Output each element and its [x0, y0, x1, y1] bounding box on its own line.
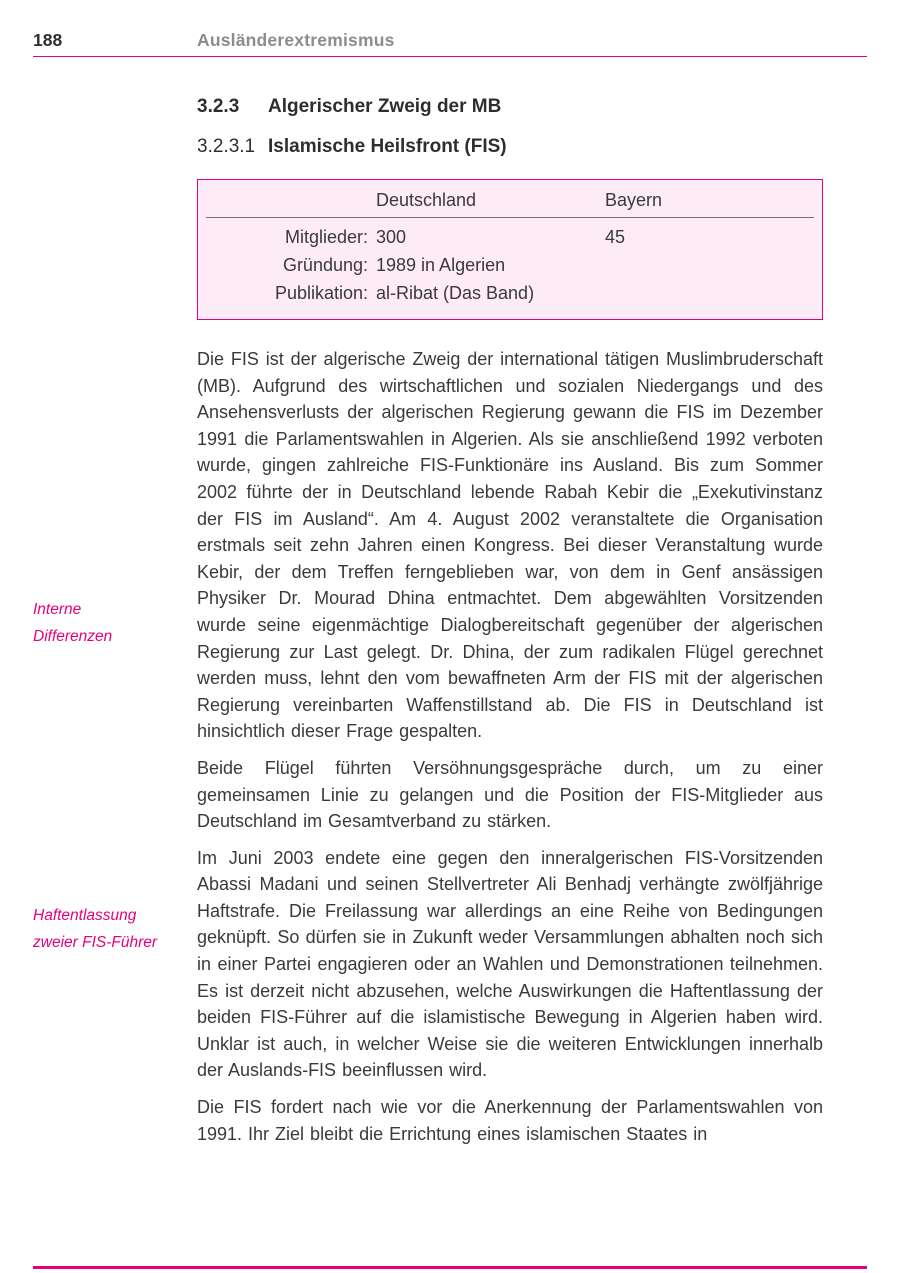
fact-box-row-mitglieder	[206, 218, 814, 252]
content-column	[197, 96, 823, 1157]
paragraph-3: Im Juni 2003 endete eine gegen den inneralgerischen FIS-Vorsitzenden Abassi Madani und seinen Stellvertreter Ali Benhadj verhängte zwölfjährige Haftstrafe. Die Freilassung war allerdings an eine Reihe von Bedingungen geknüpft. So dürfen sie in Zukunft weder Versammlungen abhalten noch sich in einer Partei engagieren oder an Wahlen und Demonstrationen teilnehmen. Es ist derzeit nicht abzusehen, welche Auswirkungen die Haftentlassung der beiden FIS-Führer auf die islamistische Bewegung in Algerien haben wird. Unklar ist auch, in welcher Weise sie die weiteren Entwicklungen innerhalb der Auslands-FIS beeinflussen wird.	[197, 847, 823, 1081]
fact-box	[197, 179, 823, 320]
row-value-deutschland: al-Ribat (Das Band)	[376, 283, 535, 303]
row-value-bayern	[605, 279, 814, 307]
running-header: Ausländerextremismus	[197, 30, 395, 50]
section-number: 3.2.3	[197, 96, 240, 117]
margin-note-line: zweier FIS-Führer	[33, 933, 158, 951]
margin-note-interne-differenzen	[33, 597, 193, 650]
margin-note-line: Haftentlassung	[33, 907, 137, 924]
subsection-heading	[197, 136, 823, 158]
section-title: Algerischer Zweig der MB	[268, 96, 502, 117]
row-value-deutschland: 300	[376, 227, 407, 247]
paragraph-2: Beide Flügel führten Versöhnungsgespräche durch, um zu einer gemeinsamen Linie zu gelangen und die Position der FIS-Mitglieder aus Deutschland im Gesamtverband zu stärken.	[197, 757, 823, 832]
fact-box-col-bayern: Bayern	[605, 188, 814, 218]
header-rule	[33, 56, 867, 57]
fact-box-table	[206, 188, 814, 307]
row-value-bayern	[605, 251, 814, 279]
fact-box-row-gruendung	[206, 251, 814, 279]
margin-note-line: Interne	[33, 601, 82, 618]
fact-box-row-publikation	[206, 279, 814, 307]
subsection-title: Islamische Heilsfront (FIS)	[268, 136, 507, 157]
margin-note-haftentlassung	[33, 903, 193, 956]
paragraph-1: Die FIS ist der algerische Zweig der international tätigen Muslimbruderschaft (MB). Aufgrund des wirtschaftlichen und sozialen Niedergangs und des Ansehensverlusts der algerischen Regierung gewann die FIS im Dezember 1991 die Parlamentswahlen in Algerien. Als sie anschließend 1992 verboten wurde, gingen zahlreiche FIS-Funktionäre ins Ausland. Bis zum Sommer 2002 führte der in Deutschland lebende Rabah Kebir die „Exekutivinstanz der FIS im Ausland“. Am 4. August 2002 veranstaltete die Organisation erstmals seit zehn Jahren einen Kongress. Bei dieser Veranstaltung wurde Kebir, der dem Treffen ferngeblieben war, von dem in Genf ansässigen Physiker Dr. Mourad Dhina entmachtet. Dem abgewählten Vorsitzenden wurde seine eigenmächtige Dialogbereitschaft gegenüber der algerischen Regierung zur Last gelegt. Dr. Dhina, der zum radikalen Flügel gerechnet werden muss, lehnt den vom bewaffneten Arm der FIS mit der algerischen Regierung vereinbarten Waffenstillstand ab. Die FIS in Deutschland ist hinsichtlich dieser Frage gespalten.	[197, 349, 823, 742]
row-label: Publikation:	[274, 283, 368, 303]
subsection-number: 3.2.3.1	[197, 136, 256, 157]
footer-rule	[33, 1266, 867, 1269]
row-value-bayern: 45	[605, 227, 626, 247]
margin-note-line: Differenzen	[33, 627, 113, 645]
fact-box-header-empty	[206, 188, 376, 218]
section-heading	[197, 96, 823, 118]
row-label: Mitglieder:	[284, 227, 368, 247]
fact-box-header-row	[206, 188, 814, 218]
row-value-deutschland: 1989 in Algerien	[376, 255, 506, 275]
row-label: Gründung:	[282, 255, 368, 275]
fact-box-col-deutschland: Deutschland	[376, 188, 605, 218]
paragraph-4: Die FIS fordert nach wie vor die Anerkennung der Parlamentswahlen von 1991. Ihr Ziel bleibt die Errichtung eines islamischen Staates in	[197, 1097, 823, 1144]
page-number: 188	[33, 30, 63, 50]
